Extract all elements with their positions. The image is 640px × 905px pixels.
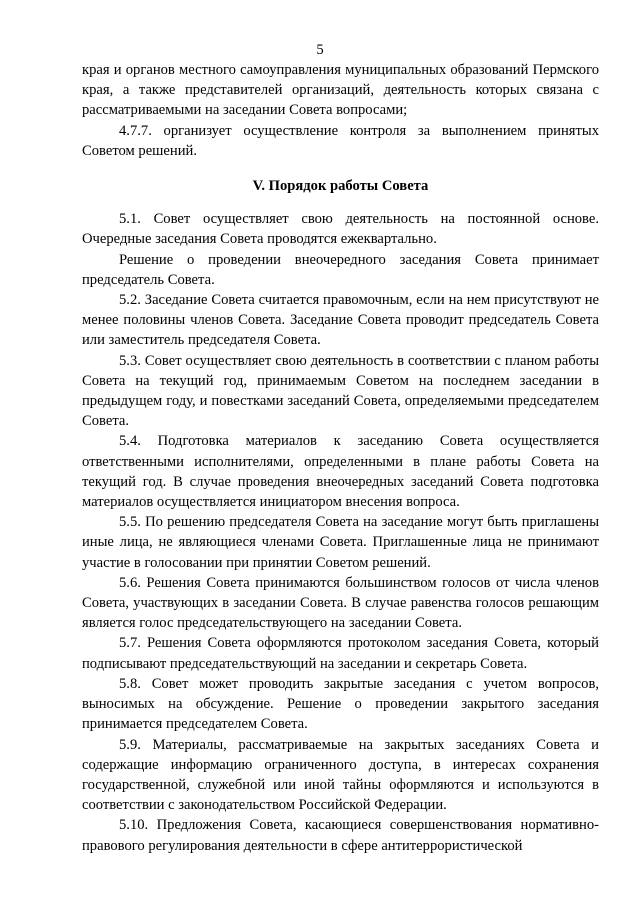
page-number: 5: [316, 42, 324, 58]
section-heading: V. Порядок работы Совета: [252, 178, 429, 195]
paragraph-5-8: 5.8. Совет может проводить закрытые заседания с учетом вопросов, выносимых на обсуждение. Решение о проведении закрытого заседания принимается председателем Совета.: [82, 675, 599, 733]
paragraph-5-7: 5.7. Решения Совета оформляются протоколом заседания Совета, который подписывают председательствующий на заседании и секретарь Совета.: [82, 635, 599, 672]
document-body: [82, 60, 599, 856]
paragraph-5-3: 5.3. Совет осуществляет свою деятельность в соответствии с планом работы Совета на текущий год, принимаемым Советом на последнем заседании в предыдущем году, и повестками заседаний Совета, определяемыми председателем Совета.: [82, 352, 599, 430]
paragraph-5-6: 5.6. Решения Совета принимаются большинством голосов от числа членов Совета, участвующих в заседании Совета. В случае равенства голосов решающим является голос председательствующего на заседании Совета.: [82, 574, 599, 632]
paragraph-4-7-7: 4.7.7. организует осуществление контроля за выполнением принятых Советом решений.: [82, 122, 599, 159]
paragraph-5-9: 5.9. Материалы, рассматриваемые на закрытых заседаниях Совета и содержащие информацию ограниченного доступа, в интересах сохранения государственной, служебной или иной тайны оформляются и используются в соответствии с законодательством Российской Федерации.: [82, 736, 599, 814]
paragraph-continuation: края и органов местного самоуправления муниципальных образований Пермского края, а также представителей организаций, деятельность которых связана с рассматриваемыми на заседании Совета вопросами;: [82, 62, 599, 119]
paragraph-5-1: 5.1. Совет осуществляет свою деятельность на постоянной основе. Очередные заседания Совета проводятся ежеквартально.: [82, 211, 599, 248]
paragraph-5-10: 5.10. Предложения Совета, касающиеся совершенствования нормативно-правового регулирования деятельности в сфере антитеррористической: [82, 817, 599, 854]
paragraph-5-4: 5.4. Подготовка материалов к заседанию Совета осуществляется ответственными исполнителями, определенными в плане работы Совета на текущий год. В случае проведения внеочередных заседаний Совета подготовка материалов осуществляется инициатором внесения вопроса.: [82, 433, 599, 511]
paragraph-5-1-extraordinary: Решение о проведении внеочередного заседания Совета принимает председатель Совета.: [82, 251, 599, 288]
paragraph-5-2: 5.2. Заседание Совета считается правомочным, если на нем присутствуют не менее половины членов Совета. Заседание Совета проводит председатель Совета или заместитель председателя Совета.: [82, 292, 599, 349]
paragraph-5-5: 5.5. По решению председателя Совета на заседание могут быть приглашены иные лица, не являющиеся членами Совета. Приглашенные лица не принимают участие в голосовании при принятии Советом решений.: [82, 514, 599, 571]
